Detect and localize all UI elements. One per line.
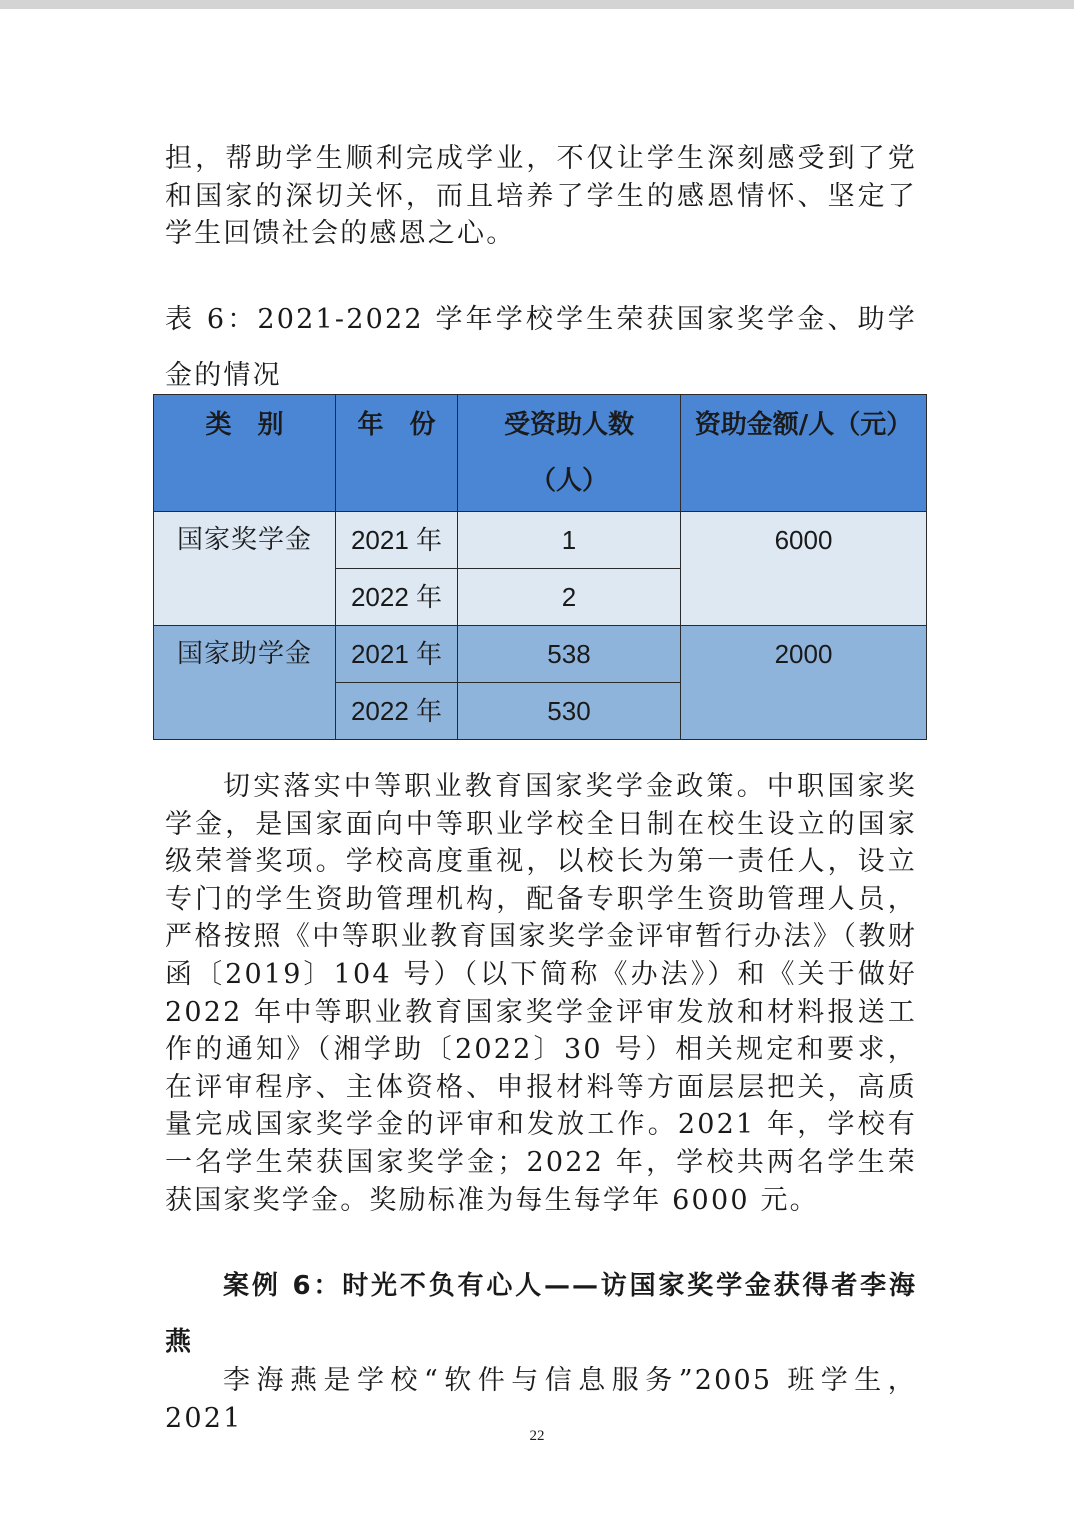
page-number: 22 <box>529 1428 545 1444</box>
table-row <box>154 512 927 569</box>
amount-cell: 2000 <box>681 626 927 740</box>
table-header-row <box>154 395 927 512</box>
subsidy-table <box>153 394 927 740</box>
intro-paragraph: 担，帮助学生顺利完成学业，不仅让学生深刻感受到了党和国家的深切关怀，而且培养了学生的感恩情怀、坚定了学生回馈社会的感恩之心。 <box>165 143 917 250</box>
top-edge-bar <box>0 0 1074 9</box>
header-count-label: 受资助人数（人） <box>503 410 634 496</box>
header-category: 类 别 <box>154 395 336 512</box>
count-cell: 538 <box>458 626 681 683</box>
header-amount: 资助金额/人（元） <box>681 395 927 512</box>
category-cell: 国家助学金 <box>154 626 336 740</box>
count-cell: 530 <box>458 683 681 740</box>
year-cell: 2022 年 <box>336 569 458 626</box>
amount-cell: 6000 <box>681 512 927 626</box>
count-cell: 2 <box>458 569 681 626</box>
category-cell: 国家奖学金 <box>154 512 336 626</box>
year-cell: 2021 年 <box>336 512 458 569</box>
header-year: 年 份 <box>336 395 458 512</box>
year-cell: 2021 年 <box>336 626 458 683</box>
year-cell: 2022 年 <box>336 683 458 740</box>
count-cell: 1 <box>458 512 681 569</box>
header-count <box>458 395 681 512</box>
table-caption: 表 6：2021-2022 学年学校学生荣获国家奖学金、助学金的情况 <box>165 304 917 391</box>
table-row <box>154 626 927 683</box>
case-heading: 案例 6：时光不负有心人——访国家奖学金获得者李海燕 <box>165 1271 917 1357</box>
body-paragraph: 切实落实中等职业教育国家奖学金政策。中职国家奖学金，是国家面向中等职业学校全日制在校生设立的国家级荣誉奖项。学校高度重视，以校长为第一责任人，设立专门的学生资助管理机构，配备专职学生资助管理人员，严格按照《中等职业教育国家奖学金评审暂行办法》（教财函〔2019〕104 号）（以下简称《办法》）和《关于做好 2022 年中等职业教育国家奖学金评审发放和材料报送工作的通知》（湘学助〔2022〕30 号）相关规定和要求，在评审程序、主体资格、申报材料等方面层层把关，高质量完成国家奖学金的评审和发放工作。2021 年，学校有一名学生荣获国家奖学金；2022 年，学校共两名学生荣获国家奖学金。奖励标准为每生每学年 6000 元。 <box>165 771 917 1216</box>
case-paragraph: 李海燕是学校“软件与信息服务”2005 班学生，2021 <box>165 1365 917 1434</box>
